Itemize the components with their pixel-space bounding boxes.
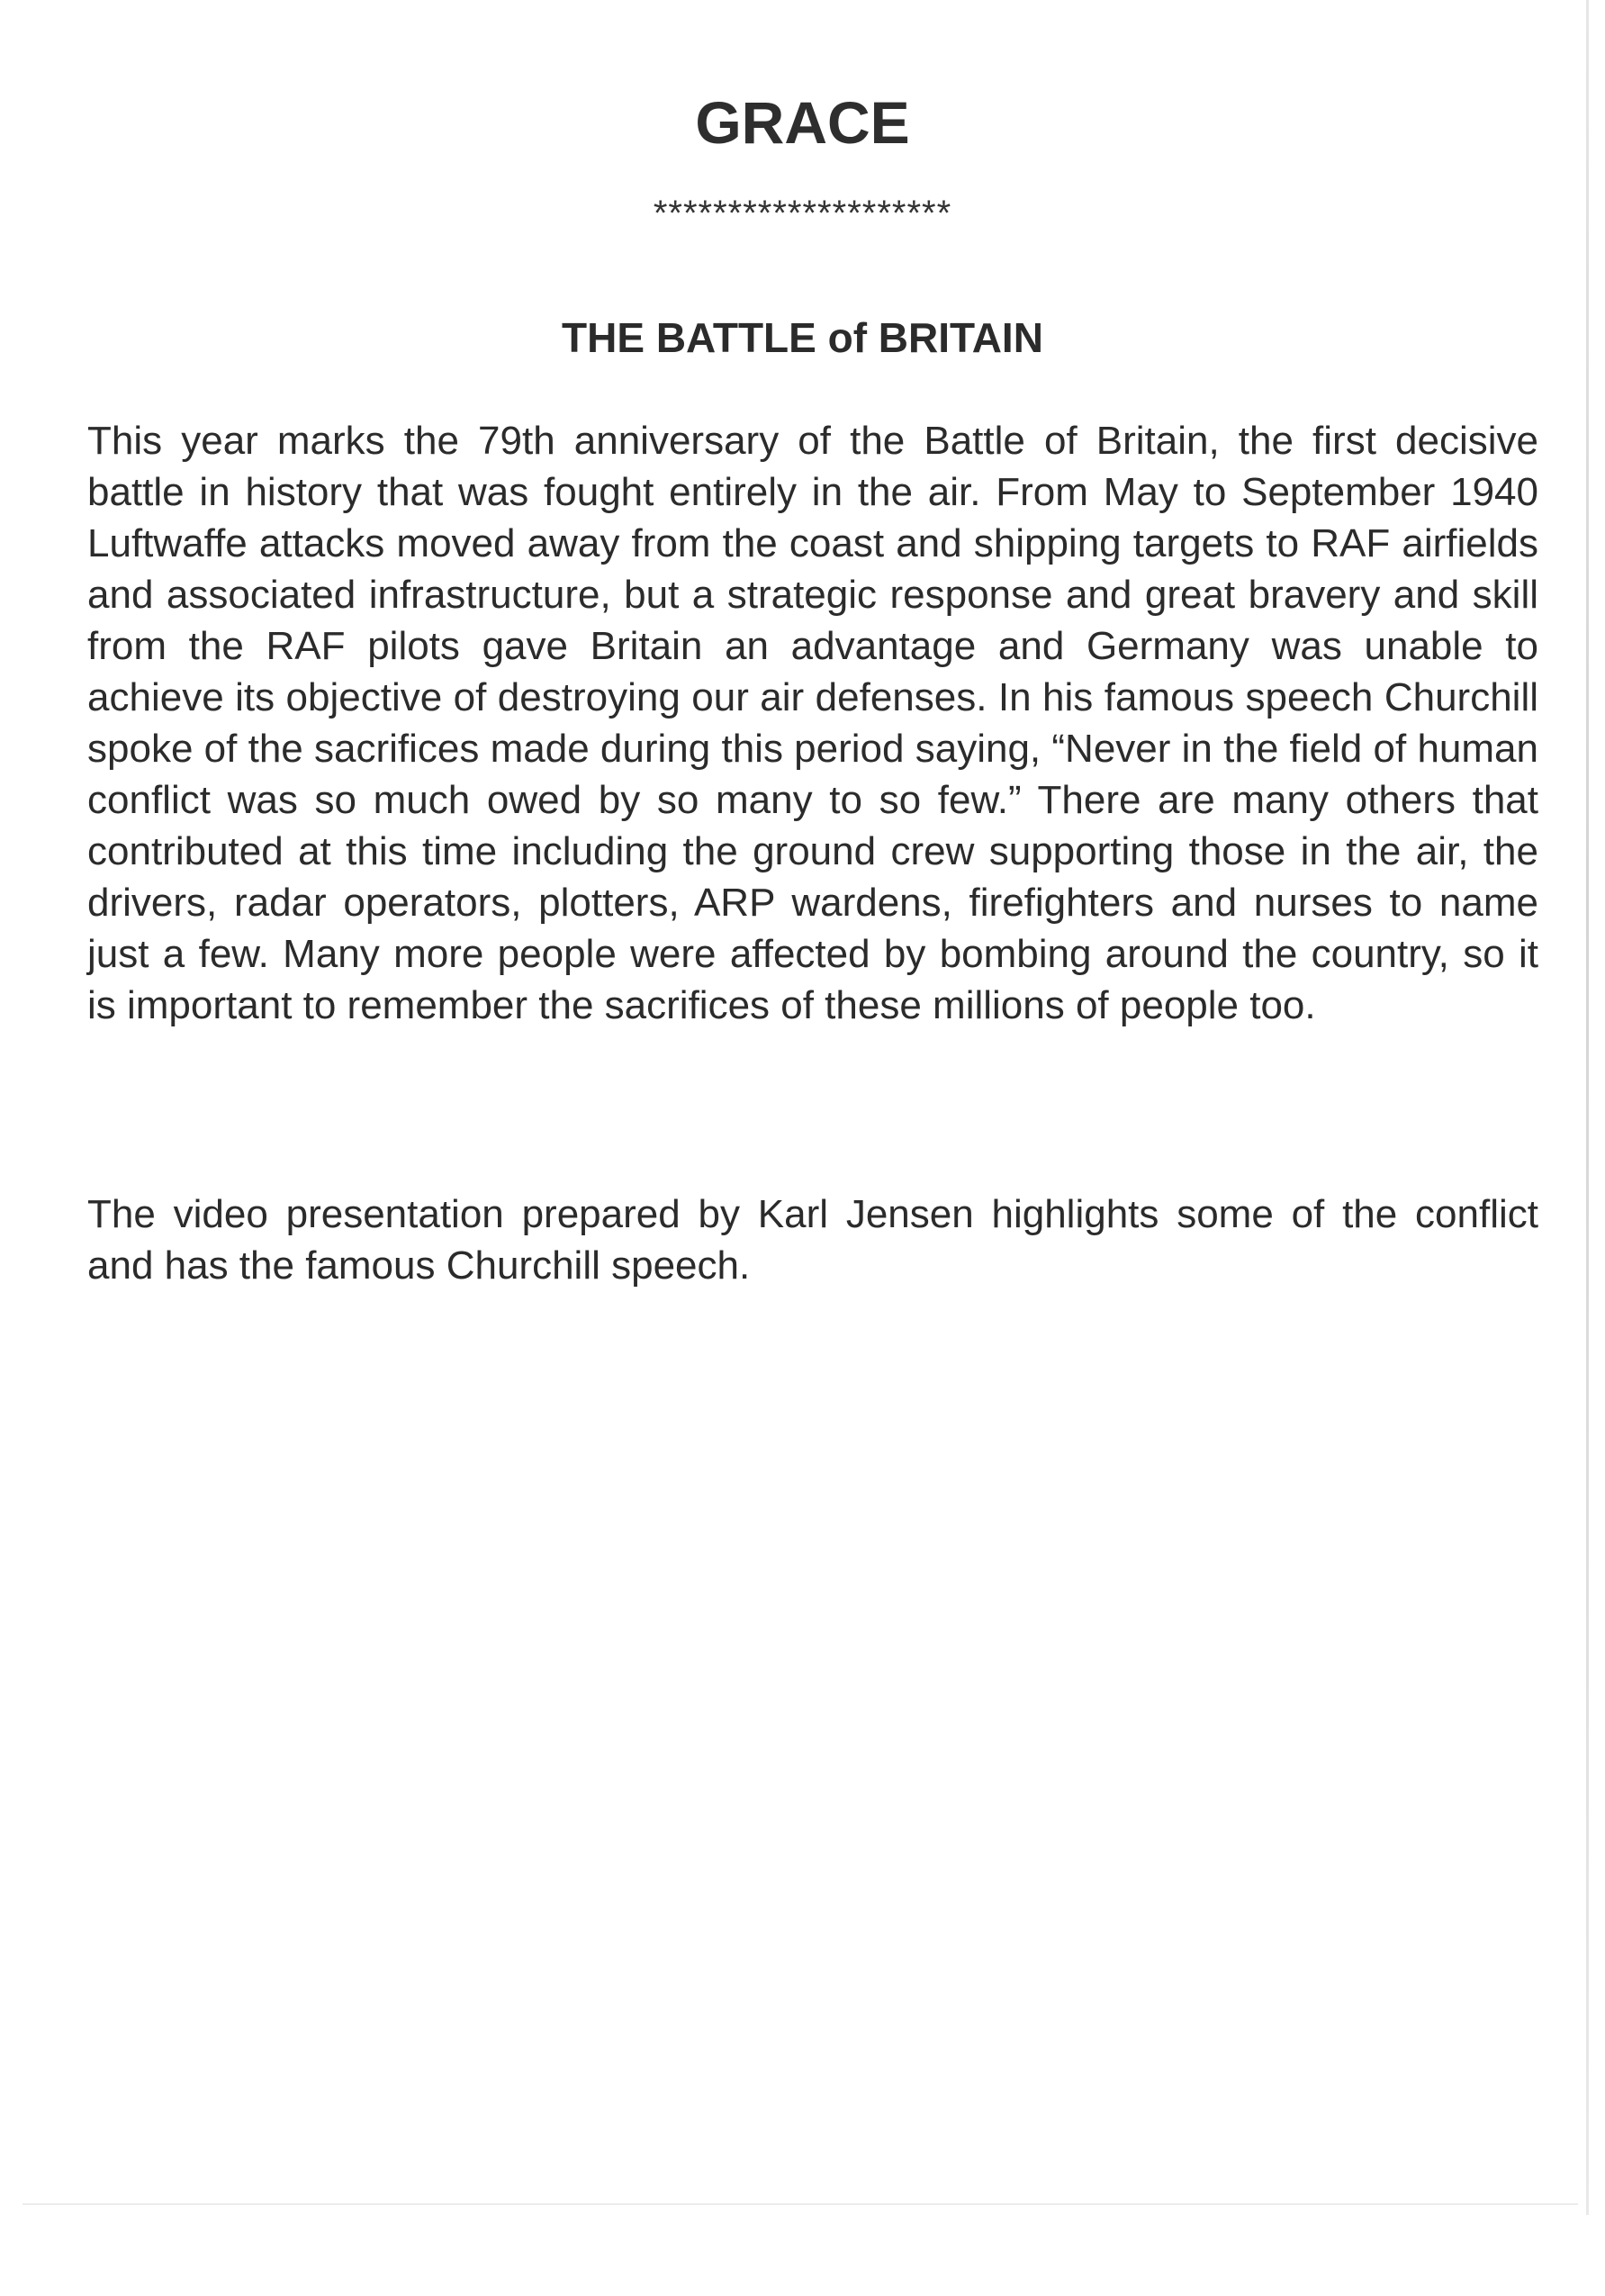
section-heading: THE BATTLE of BRITAIN xyxy=(562,314,1043,361)
document-title: GRACE xyxy=(695,89,910,156)
body-paragraph-1: This year marks the 79th anniversary of the Battle of Britain, the first decisive battle in history that was fought entirely in the air. From May to September 1940 Luftwaffe attacks moved away from the coast and shipping targets to RAF airfields and associated infrastructure, but a strategic response and great bravery and skill from the RAF pilots gave Britain an advantage and Germany was unable to achieve its objective of destroying our air defenses. In his famous speech Churchill spoke of the sacrifices made during this period saying, “Never in the field of human conflict was so much owed by so many to so few.” There are many others that contributed at this time including the ground crew supporting those in the air, the drivers, radar operators, plotters, ARP wardens, firefighters and nurses to name just a few. Many more people were affected by bombing around the country, so it is important to remember the sacrifices of these millions of people too. xyxy=(87,419,1538,1027)
body-paragraph-2: The video presentation prepared by Karl Jensen highlights some of the conflict and has the famous Churchill speech. xyxy=(87,1192,1538,1288)
scan-edge-bottom xyxy=(23,2203,1578,2205)
star-divider: ******************** xyxy=(653,194,952,233)
